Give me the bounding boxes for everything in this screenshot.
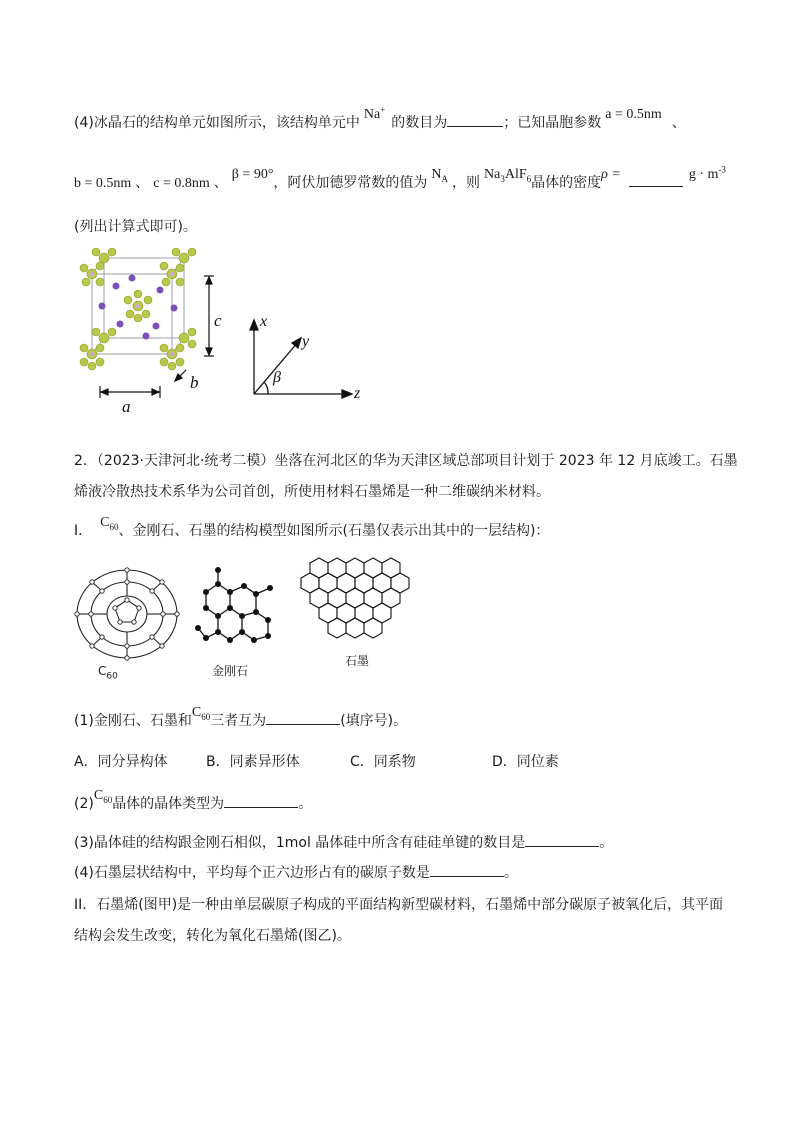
- graphite-caption: 石墨: [345, 654, 370, 668]
- sub1-c60: [192, 705, 210, 720]
- formula-na: Na: [484, 167, 501, 182]
- formula-alf-sub: 6: [526, 173, 532, 184]
- sub2-tail: 。: [298, 796, 313, 812]
- sub3-line: [74, 832, 613, 852]
- b-label: b: [190, 373, 199, 392]
- sub2-c60: [94, 788, 112, 803]
- sub1-c60-sub: 60: [201, 711, 211, 722]
- density-unit: [688, 164, 726, 182]
- sub2-c60-symbol: C: [93, 788, 104, 803]
- q4-count-blank[interactable]: [447, 112, 503, 127]
- b-dimension: [175, 370, 186, 381]
- sub4-text: (4)石墨层状结构中，平均每个正六边形占有的碳原子数是: [74, 865, 430, 881]
- avogadro-symbol: N: [431, 167, 442, 182]
- option-a[interactable]: A．同分异构体: [74, 754, 168, 770]
- q2-line-2: [74, 481, 550, 501]
- sub2-blank[interactable]: [224, 793, 298, 808]
- c60-caption: [98, 664, 118, 681]
- q4-tail: (列出计算式即可)。: [74, 219, 197, 235]
- axes: [250, 320, 352, 398]
- c-dimension: [204, 276, 214, 356]
- density-text: 晶体的密度: [531, 175, 602, 191]
- part1-label: I．: [74, 523, 93, 539]
- q4-mid: ；已知晶胞参数: [503, 115, 602, 131]
- sub2-suffix: 晶体的晶体类型为: [112, 796, 225, 812]
- comma-1: 、: [671, 115, 686, 131]
- part2-text-2: 结构会发生改变，转化为氧化石墨烯(图乙)。: [74, 928, 351, 944]
- c60-symbol: C: [100, 515, 110, 530]
- cryolite-unit-cell-figure: [72, 246, 372, 416]
- formula-alf: AlF: [504, 167, 527, 182]
- sub1-prefix: (1)金刚石、石墨和: [74, 713, 192, 729]
- c60-caption-symbol: C: [98, 664, 107, 678]
- y-label: y: [302, 333, 310, 350]
- na-ion: [363, 104, 386, 122]
- option-c[interactable]: C．同系物: [350, 754, 416, 770]
- diamond-model: [190, 560, 290, 660]
- sub2-c60-sub: 60: [103, 794, 113, 805]
- option-d[interactable]: D．同位素: [492, 754, 559, 770]
- c60-sub: 60: [109, 521, 119, 532]
- c-param: c = 0.8nm: [153, 176, 210, 191]
- c60-inline: [100, 515, 118, 530]
- beta-param: β = 90°: [231, 167, 274, 182]
- q4-line-1: [74, 104, 686, 132]
- sub1-line: [74, 705, 408, 731]
- a-label: a: [122, 397, 131, 416]
- unit-text: g · m: [688, 167, 719, 182]
- q4-count-suffix: 的数目为: [391, 115, 448, 131]
- comma-3: 、: [213, 175, 228, 191]
- cryolite-formula: [484, 167, 531, 182]
- formula-na-sub: 3: [500, 173, 505, 184]
- part2-text-1: II．石墨烯(图甲)是一种由单层碳原子构成的平面结构新型碳材料，石墨烯中部分碳原子被氧化后，其平面: [74, 897, 724, 913]
- sub3-tail: 。: [599, 835, 614, 851]
- c-label: c: [214, 311, 222, 330]
- sub1-suffix: 三者互为: [210, 713, 267, 729]
- na-ion-charge: +: [380, 104, 386, 115]
- diamond-caption: 金刚石: [212, 664, 249, 678]
- sub1-c60-symbol: C: [191, 705, 202, 720]
- q4-line-3: [74, 216, 197, 236]
- sub4-blank[interactable]: [430, 862, 504, 877]
- graphite-hexagons: [301, 558, 409, 638]
- b-param: b = 0.5nm: [74, 176, 132, 191]
- graphite-model: [300, 554, 420, 654]
- avogadro-sub: A: [441, 173, 449, 184]
- sub1-tail: (填序号)。: [340, 713, 408, 729]
- then-text: ，则: [452, 175, 481, 191]
- sub4-tail: 。: [503, 865, 518, 881]
- beta-label: β: [273, 369, 281, 386]
- density-blank[interactable]: [629, 172, 683, 187]
- z-label: z: [354, 385, 361, 402]
- a-param: a = 0.5nm: [605, 107, 662, 122]
- unit-exponent: -3: [718, 164, 726, 175]
- part2-line-2: [74, 925, 351, 945]
- q2-part1-line: [74, 515, 550, 541]
- q4-line-2: [74, 164, 726, 193]
- avogadro-constant: [431, 167, 448, 182]
- sub3-blank[interactable]: [525, 832, 599, 847]
- c60-model: [72, 566, 182, 666]
- part1-text: 、金刚石、石墨的结构模型如图所示(石墨仅表示出其中的一层结构)：: [118, 523, 550, 539]
- sub1-blank[interactable]: [266, 710, 340, 725]
- q2-line-1: [74, 450, 738, 470]
- c60-caption-sub: 60: [106, 671, 118, 682]
- alf6-octahedra: [80, 248, 196, 370]
- sub3-text: (3)晶体硅的结构跟金刚石相似，1mol 晶体硅中所含有硅硅单键的数目是: [74, 835, 526, 851]
- q2-intro-1: 2．（2023·天津河北·统考二模）坐落在河北区的华为天津区域总部项目计划于 2023 年 12 月底竣工。石墨: [74, 453, 738, 469]
- avogadro-text: ，阿伏加德罗常数的值为: [273, 175, 428, 191]
- q2-intro-2: 烯液冷散热技术系华为公司首创，所使用材料石墨烯是一种二维碳纳米材料。: [74, 484, 550, 500]
- q4-prefix: (4)冰晶石的结构单元如图所示，该结构单元中: [74, 115, 360, 131]
- sub4-line: [74, 862, 518, 882]
- sub2-line: [74, 788, 313, 814]
- comma-2: 、: [135, 175, 150, 191]
- option-b[interactable]: B．同素异形体: [206, 754, 300, 770]
- x-label: x: [260, 313, 268, 330]
- na-ion-symbol: Na: [363, 107, 381, 122]
- rho-symbol: ρ =: [601, 167, 621, 182]
- sub2-prefix: (2): [74, 796, 94, 812]
- part2-line-1: [74, 894, 723, 914]
